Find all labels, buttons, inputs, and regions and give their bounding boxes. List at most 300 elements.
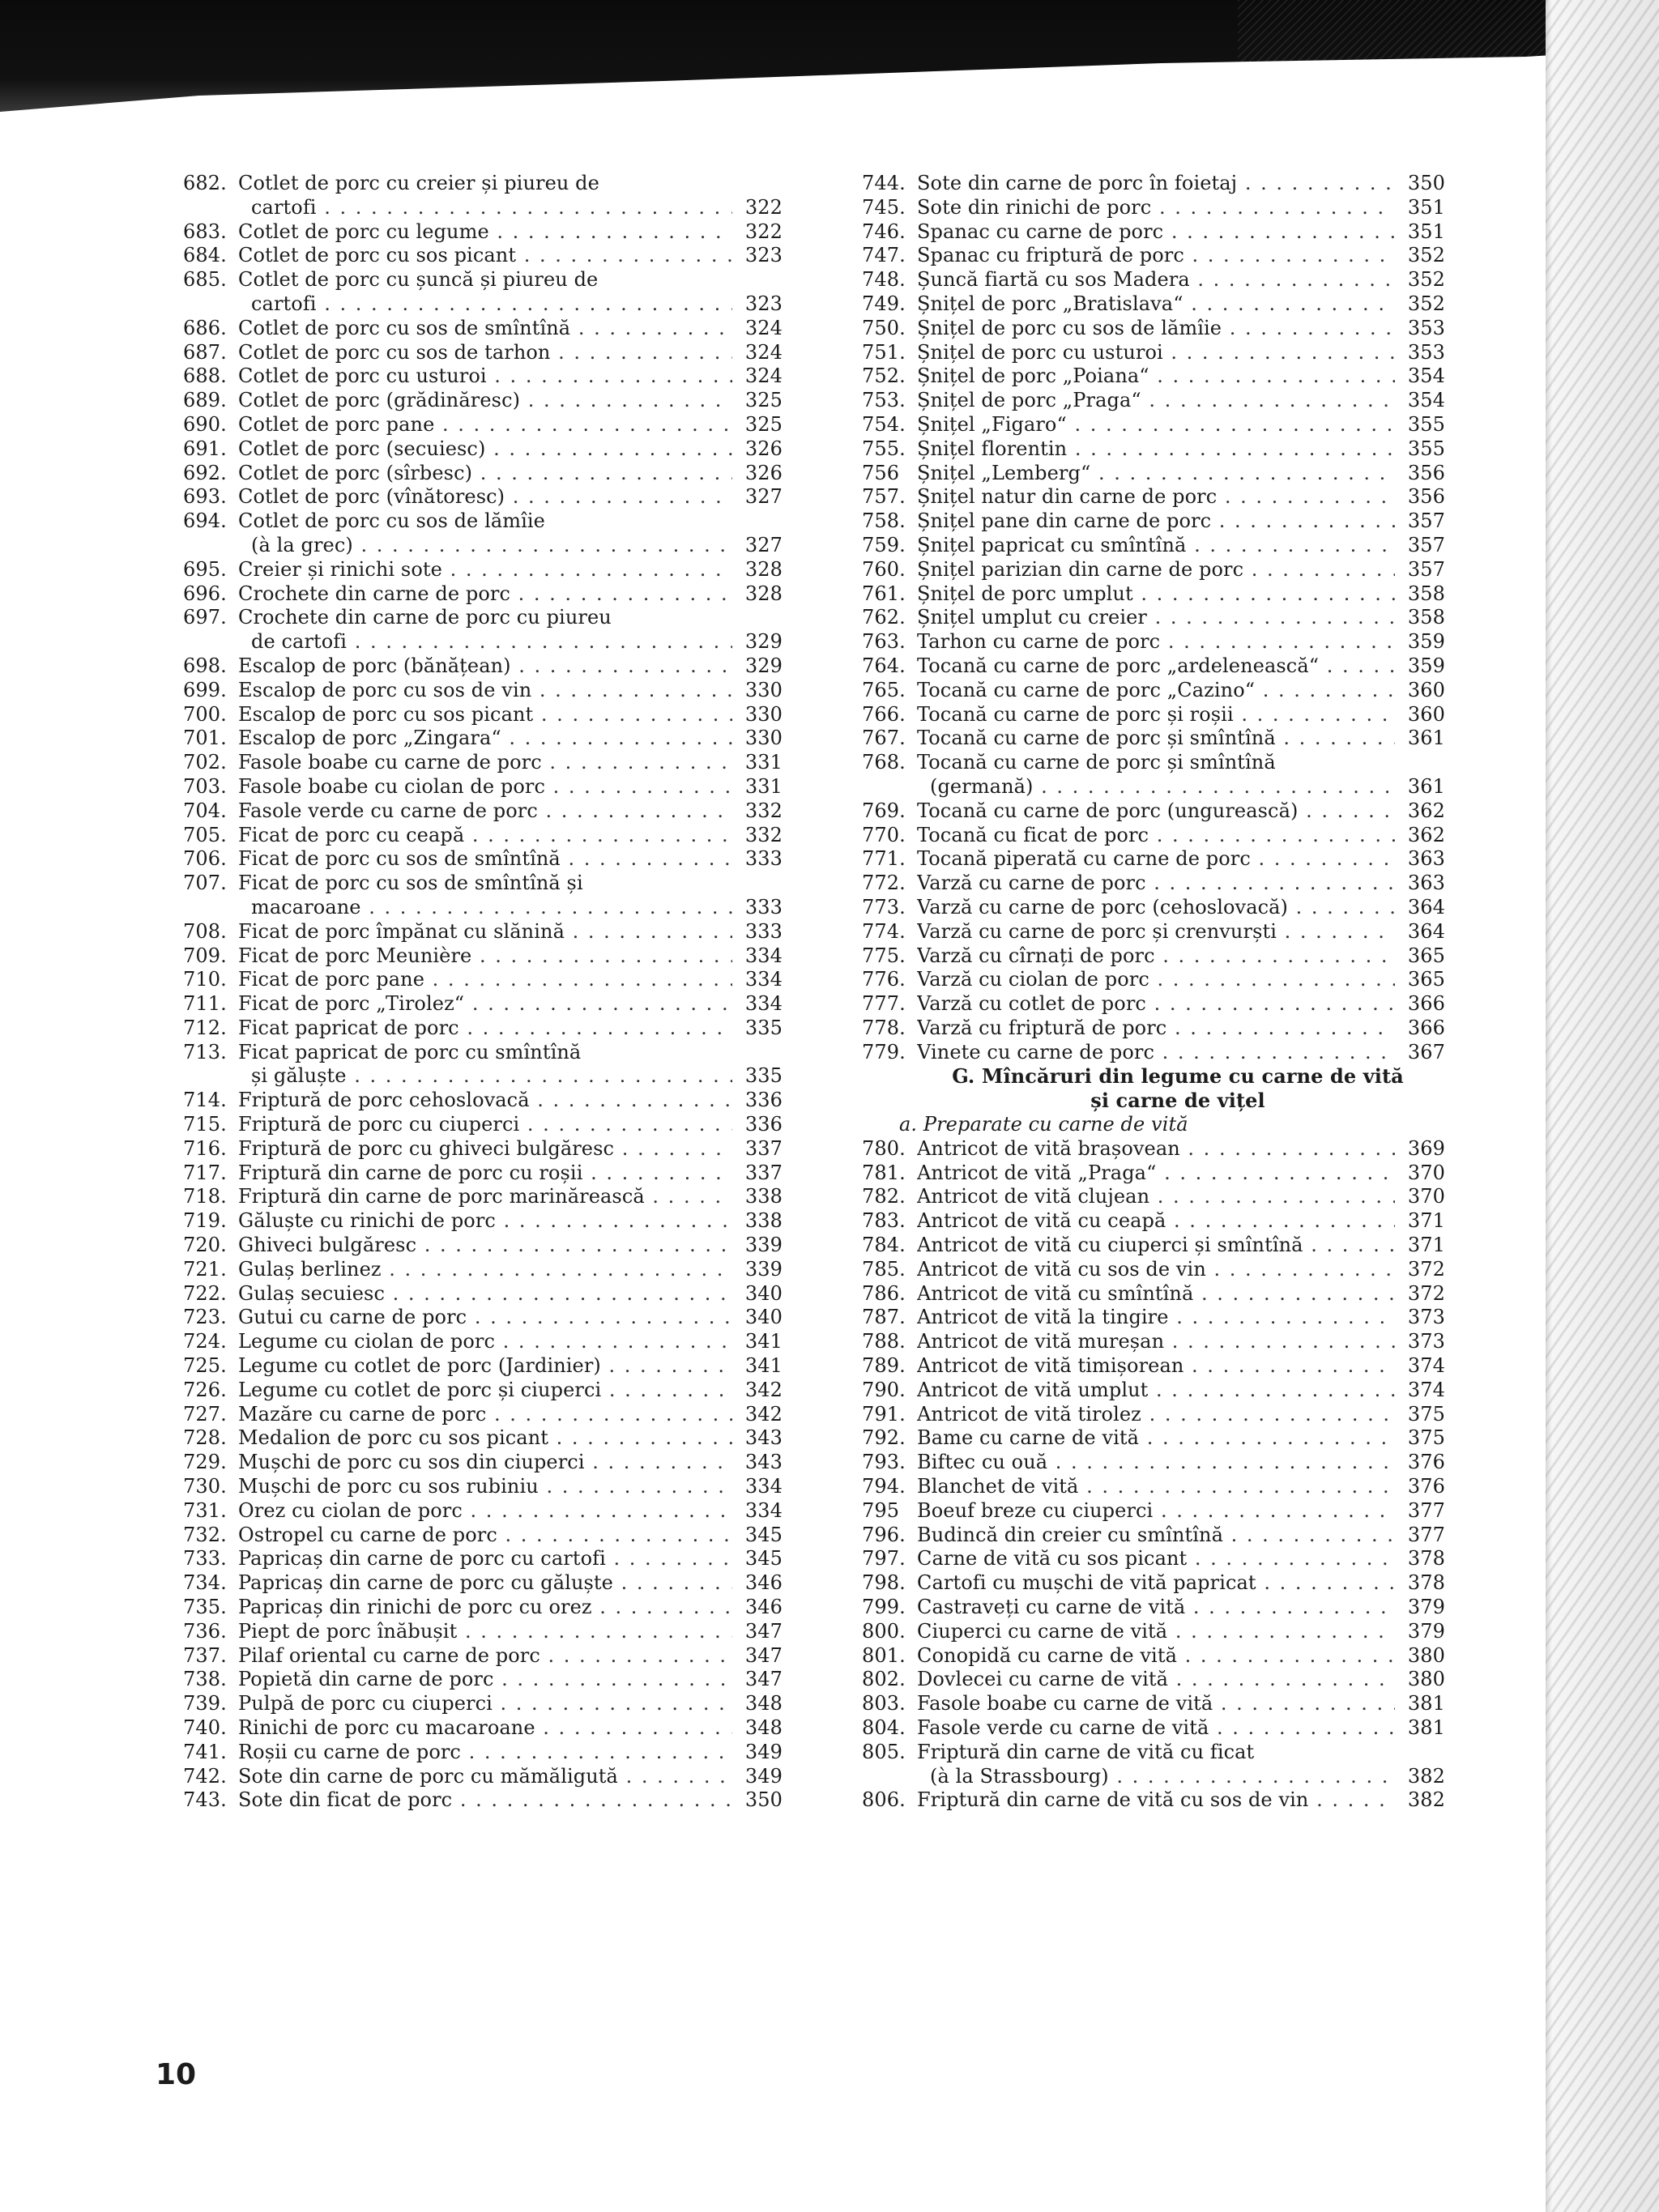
entry-title: Varză cu friptură de porc . . . (917, 1016, 1395, 1041)
entry-number: 745. (862, 195, 906, 219)
entry-number: 698. (183, 654, 227, 677)
entry-number: 738. (183, 1668, 227, 1691)
entry-page: 375 (1407, 1426, 1445, 1450)
entry-number: 780. (862, 1136, 906, 1160)
page-number: 10 (156, 2058, 197, 2091)
entry-title: Papricaș din rinichi de porc cu orez . . . (238, 1596, 732, 1620)
entry-number: 790. (862, 1378, 906, 1401)
entry-title: Găluște cu rinichi de porc . . . (238, 1209, 732, 1234)
entry-title: Pilaf oriental cu carne de porc . . . (238, 1644, 732, 1669)
index-entry (862, 364, 1445, 389)
entry-page: 356 (1407, 461, 1445, 484)
entry-page: 374 (1407, 1354, 1445, 1378)
index-entry (862, 1716, 1445, 1741)
entry-page: 324 (744, 340, 783, 364)
index-entry (862, 1282, 1445, 1306)
index-entry (183, 1596, 783, 1620)
entry-page: 378 (1407, 1547, 1445, 1571)
entry-page: 330 (744, 702, 783, 726)
entry-page: 322 (744, 219, 783, 243)
index-entry (862, 1788, 1445, 1813)
entry-number: 741. (183, 1740, 227, 1763)
entry-title: Fasole boabe cu carne de vită . . . (917, 1692, 1395, 1716)
entry-title: Blanchet de vită . . . (917, 1475, 1395, 1499)
entry-title: Cotlet de porc (vînătoresc) . . . (238, 485, 732, 509)
entry-page: 365 (1407, 944, 1445, 967)
entry-number: 719. (183, 1209, 227, 1233)
entry-page: 325 (744, 389, 783, 412)
entry-number: 728. (183, 1426, 227, 1450)
entry-page: 366 (1407, 992, 1445, 1016)
entry-number: 803. (862, 1692, 906, 1715)
entry-title: Papricaș din carne de porc cu cartofi . . . (238, 1547, 732, 1571)
entry-number: 786. (862, 1281, 906, 1305)
entry-page: 326 (744, 461, 783, 484)
entry-title: Biftec cu ouă . . . (917, 1451, 1395, 1475)
entry-page: 358 (1407, 582, 1445, 605)
index-entry (862, 341, 1445, 365)
index-entry (862, 1571, 1445, 1596)
entry-number: 734. (183, 1571, 227, 1595)
entry-title: Șnițel papricat cu smîntînă . . . (917, 534, 1395, 558)
index-entry (862, 847, 1445, 872)
entry-title: Fasole boabe cu carne de porc . . . (238, 751, 732, 775)
index-entry (183, 606, 783, 630)
entry-title: Antricot de vită mureșan . . . (917, 1330, 1395, 1354)
index-entry (862, 1330, 1445, 1354)
entry-title: Ficat de porc pane . . . (238, 968, 732, 992)
entry-number: 705. (183, 823, 227, 846)
entry-number: 737. (183, 1643, 227, 1667)
index-entry (862, 389, 1445, 413)
entry-number: 731. (183, 1498, 227, 1522)
entry-title: Tocană cu carne de porc și smîntînă . . . (917, 727, 1395, 751)
entry-title: Bame cu carne de vită . . . (917, 1426, 1395, 1451)
entry-page: 365 (1407, 968, 1445, 991)
entry-page: 350 (744, 1788, 783, 1812)
entry-number: 761. (862, 582, 906, 605)
index-entry (862, 679, 1445, 703)
index-entry (183, 1741, 783, 1765)
index-entry (862, 220, 1445, 245)
entry-number: 793. (862, 1451, 906, 1474)
index-entry (862, 872, 1445, 896)
entry-number: 768. (862, 751, 906, 774)
entry-page: 347 (744, 1619, 783, 1643)
entry-page: 340 (744, 1306, 783, 1329)
index-entry (183, 1451, 783, 1475)
index-entry (183, 944, 783, 969)
entry-number: 759. (862, 533, 906, 556)
index-entry (183, 534, 783, 558)
entry-page: 334 (744, 1498, 783, 1522)
entry-page: 358 (1407, 606, 1445, 629)
entry-number: 758. (862, 509, 906, 533)
index-entry (183, 1668, 783, 1692)
subsection-heading (862, 1113, 1445, 1137)
index-entry (862, 1765, 1445, 1789)
entry-title: Papricaș din carne de porc cu găluște . . . (238, 1571, 732, 1596)
entry-title: Varză cu carne de porc (cehoslovacă) . . . (917, 896, 1395, 920)
entry-page: 371 (1407, 1209, 1445, 1233)
entry-number: 742. (183, 1764, 227, 1788)
entry-page: 373 (1407, 1330, 1445, 1353)
entry-number: 688. (183, 364, 227, 388)
entry-page: 363 (1407, 872, 1445, 895)
entry-title: Popietă din carne de porc . . . (238, 1668, 732, 1692)
entry-page: 357 (1407, 533, 1445, 556)
entry-title: Mazăre cu carne de porc . . . (238, 1403, 732, 1427)
entry-number: 692. (183, 461, 227, 484)
index-entry (183, 1330, 783, 1354)
entry-title: Șnițel umplut cu creier . . . (917, 606, 1395, 630)
index-entry (862, 1499, 1445, 1524)
entry-page: 342 (744, 1378, 783, 1401)
entry-page: 360 (1407, 678, 1445, 701)
entry-number: 764. (862, 654, 906, 677)
entry-title: și găluște . . . (238, 1064, 732, 1089)
index-entry (183, 1234, 783, 1258)
entry-number: 755. (862, 437, 906, 460)
entry-page: 379 (1407, 1619, 1445, 1643)
entry-title: Șnițel natur din carne de porc . . . (917, 485, 1395, 509)
entry-number: 770. (862, 823, 906, 846)
index-entry (862, 944, 1445, 969)
entry-title: Roșii cu carne de porc . . . (238, 1741, 732, 1765)
entry-page: 369 (1407, 1136, 1445, 1160)
index-entry (183, 992, 783, 1016)
entry-title: Cotlet de porc cu legume . . . (238, 220, 732, 245)
index-entry (862, 558, 1445, 582)
entry-title: Escalop de porc „Zingara“ . . . (238, 727, 732, 751)
entry-title: Fasole boabe cu ciolan de porc . . . (238, 775, 732, 799)
entry-page: 343 (744, 1451, 783, 1474)
entry-page: 322 (744, 195, 783, 219)
entry-number: 801. (862, 1643, 906, 1667)
entry-title: Gulaș secuiesc . . . (238, 1282, 732, 1306)
index-entry (183, 1041, 783, 1065)
index-entry (183, 1185, 783, 1209)
entry-number: 720. (183, 1234, 227, 1257)
entry-page: 339 (744, 1234, 783, 1257)
entry-title: cartofi . . . (238, 196, 732, 220)
entry-title: Spanac cu carne de porc . . . (917, 220, 1395, 245)
entry-number: 708. (183, 919, 227, 943)
entry-title: Varză cu carne de porc și crenvurști . . . (917, 920, 1395, 944)
entry-number: 776. (862, 968, 906, 991)
entry-page: 346 (744, 1596, 783, 1619)
entry-page: 352 (1407, 292, 1445, 315)
entry-page: 328 (744, 557, 783, 581)
entry-number: 690. (183, 412, 227, 436)
entry-page: 379 (1407, 1596, 1445, 1619)
index-entry (183, 1016, 783, 1041)
entry-title: Legume cu ciolan de porc . . . (238, 1330, 732, 1354)
index-entry (183, 1644, 783, 1669)
entry-number: 763. (862, 630, 906, 654)
entry-title: (germană) . . . (917, 775, 1395, 799)
index-column-right (862, 172, 1445, 1813)
entry-page: 354 (1407, 389, 1445, 412)
entry-number: 736. (183, 1619, 227, 1643)
entry-number: 697. (183, 606, 227, 629)
index-entry (183, 703, 783, 727)
entry-page: 326 (744, 437, 783, 460)
entry-number: 791. (862, 1402, 906, 1426)
index-entry (862, 534, 1445, 558)
entry-title: Ficat de porc cu ceapă . . . (238, 824, 732, 848)
entry-title: Ficat de porc împănat cu slănină . . . (238, 920, 732, 944)
entry-page: 377 (1407, 1498, 1445, 1522)
index-entry (183, 292, 783, 317)
index-entry (862, 1209, 1445, 1234)
entry-title: Creier și rinichi sote . . . (238, 558, 732, 582)
index-entry (862, 292, 1445, 317)
entry-page: 333 (744, 847, 783, 871)
entry-number: 753. (862, 389, 906, 412)
entry-page: 340 (744, 1281, 783, 1305)
entry-title: Șnițel de porc „Poiana“ . . . (917, 364, 1395, 389)
index-entry (862, 172, 1445, 196)
entry-title: Șnițel de porc „Bratislava“ . . . (917, 292, 1395, 317)
entry-number: 749. (862, 292, 906, 315)
entry-title: (à la Strassbourg) . . . (917, 1765, 1395, 1789)
entry-number: 706. (183, 847, 227, 871)
entry-title: Castraveți cu carne de vită . . . (917, 1596, 1395, 1620)
entry-title: (à la grec) . . . (238, 534, 732, 558)
section-heading (862, 1089, 1445, 1113)
index-entry (862, 920, 1445, 944)
index-entry (183, 1137, 783, 1161)
entry-page: 348 (744, 1716, 783, 1739)
index-entry (862, 1692, 1445, 1716)
entry-title: Șnițel „Lemberg“ . . . (917, 462, 1395, 486)
entry-title: Tocană cu carne de porc și roșii . . . (917, 703, 1395, 727)
index-entry (862, 1547, 1445, 1571)
entry-number: 725. (183, 1354, 227, 1378)
entry-title: Tocană piperată cu carne de porc . . . (917, 847, 1395, 872)
entry-title: Antricot de vită la tingire . . . (917, 1306, 1395, 1330)
entry-title: Gulaș berlinez . . . (238, 1258, 732, 1282)
entry-number: 739. (183, 1692, 227, 1715)
entry-title: Șnițel florentin . . . (917, 437, 1395, 462)
entry-title: Friptură de porc cehoslovacă . . . (238, 1089, 732, 1113)
entry-title: Cotlet de porc cu creier și piureu de (238, 172, 599, 194)
entry-page: 328 (744, 582, 783, 605)
index-entry (862, 824, 1445, 848)
entry-title: Ficat de porc cu sos de smîntînă și (238, 872, 583, 895)
entry-page: 367 (1407, 1040, 1445, 1063)
index-entry (183, 1571, 783, 1596)
entry-page: 371 (1407, 1234, 1445, 1257)
index-entry (862, 317, 1445, 341)
entry-page: 351 (1407, 219, 1445, 243)
index-entry (862, 485, 1445, 509)
index-entry (862, 1475, 1445, 1499)
entry-title: Cotlet de porc (sîrbesc) . . . (238, 462, 732, 486)
entry-title: Ficat de porc Meunière . . . (238, 944, 732, 969)
entry-title: Antricot de vită brașovean . . . (917, 1137, 1395, 1161)
entry-number: 716. (183, 1136, 227, 1160)
index-entry (183, 1620, 783, 1644)
entry-title: Antricot de vită cu ciuperci și smîntînă . . . (917, 1234, 1395, 1258)
entry-page: 359 (1407, 654, 1445, 677)
entry-title: Ficat de porc cu sos de smîntînă . . . (238, 847, 732, 872)
entry-number: 685. (183, 268, 227, 292)
entry-page: 378 (1407, 1571, 1445, 1595)
entry-number: 748. (862, 268, 906, 292)
entry-number: 721. (183, 1257, 227, 1281)
entry-title: Șuncă fiartă cu sos Madera . . . (917, 268, 1395, 292)
index-entry (862, 268, 1445, 292)
entry-page: 338 (744, 1185, 783, 1208)
entry-number: 784. (862, 1234, 906, 1257)
entry-number: 691. (183, 437, 227, 460)
entry-number: 792. (862, 1426, 906, 1450)
index-entry (183, 1426, 783, 1451)
entry-number: 778. (862, 1016, 906, 1039)
entry-title: Tocană cu carne de porc „Cazino“ . . . (917, 679, 1395, 703)
entry-title: Fasole verde cu carne de porc . . . (238, 799, 732, 824)
entry-page: 375 (1407, 1402, 1445, 1426)
index-entry (183, 1475, 783, 1499)
index-entry (183, 679, 783, 703)
index-entry (183, 413, 783, 437)
entry-page: 362 (1407, 823, 1445, 846)
entry-title: Legume cu cotlet de porc și ciuperci . . . (238, 1379, 732, 1403)
entry-page: 354 (1407, 364, 1445, 388)
entry-number: 756 (862, 461, 900, 484)
entry-title: cartofi . . . (238, 292, 732, 317)
entry-title: Varză cu ciolan de porc . . . (917, 968, 1395, 992)
entry-title: Piept de porc înăbușit . . . (238, 1620, 732, 1644)
entry-number: 766. (862, 702, 906, 726)
entry-page: 382 (1407, 1764, 1445, 1788)
index-entry (183, 727, 783, 751)
entry-number: 693. (183, 485, 227, 509)
entry-page: 349 (744, 1764, 783, 1788)
entry-title: Șnițel parizian din carne de porc . . . (917, 558, 1395, 582)
entry-title: Cartofi cu mușchi de vită papricat . . . (917, 1571, 1395, 1596)
index-entry (862, 1620, 1445, 1644)
index-entry (862, 437, 1445, 462)
entry-title: Cotlet de porc cu usturoi . . . (238, 364, 732, 389)
index-entry (862, 1403, 1445, 1427)
index-entry (862, 509, 1445, 534)
index-entry (183, 872, 783, 896)
entry-number: 746. (862, 219, 906, 243)
index-entry (862, 992, 1445, 1016)
entry-page: 349 (744, 1740, 783, 1763)
entry-title: Tocană cu carne de porc „ardelenească“ . . . (917, 654, 1395, 679)
entry-number: 729. (183, 1451, 227, 1474)
entry-page: 337 (744, 1161, 783, 1184)
entry-page: 331 (744, 774, 783, 798)
entry-number: 798. (862, 1571, 906, 1595)
entry-page: 345 (744, 1523, 783, 1546)
entry-page: 324 (744, 316, 783, 339)
entry-number: 767. (862, 727, 906, 750)
index-entry (183, 1788, 783, 1813)
entry-page: 338 (744, 1209, 783, 1233)
entry-title: Ficat de porc „Tirolez“ . . . (238, 992, 732, 1016)
entry-page: 346 (744, 1571, 783, 1595)
entry-number: 785. (862, 1257, 906, 1281)
entry-page: 334 (744, 992, 783, 1016)
entry-title: Crochete din carne de porc cu piureu (238, 606, 612, 629)
entry-number: 757. (862, 485, 906, 509)
index-entry (183, 1765, 783, 1789)
entry-number: 799. (862, 1596, 906, 1619)
entry-title: Varză cu cîrnați de porc . . . (917, 944, 1395, 969)
index-entry (862, 751, 1445, 775)
entry-title: Cotlet de porc cu sos de tarhon . . . (238, 341, 732, 365)
index-entry (862, 896, 1445, 920)
entry-number: 779. (862, 1040, 906, 1063)
entry-page: 374 (1407, 1378, 1445, 1401)
entry-page: 352 (1407, 268, 1445, 292)
entry-number: 694. (183, 509, 227, 533)
entry-number: 744. (862, 172, 906, 194)
entry-number: 717. (183, 1161, 227, 1184)
entry-page: 373 (1407, 1306, 1445, 1329)
entry-number: 797. (862, 1547, 906, 1571)
entry-number: 696. (183, 582, 227, 605)
index-entry (183, 1499, 783, 1524)
index-entry (183, 462, 783, 486)
entry-title: Boeuf breze cu ciuperci . . . (917, 1499, 1395, 1524)
index-entry (862, 582, 1445, 607)
entry-number: 794. (862, 1475, 906, 1498)
entry-title: Friptură de porc cu ciuperci . . . (238, 1113, 732, 1137)
index-entry (183, 389, 783, 413)
entry-title: Ghiveci bulgăresc . . . (238, 1234, 732, 1258)
index-entry (183, 1524, 783, 1548)
entry-page: 366 (1407, 1016, 1445, 1039)
entry-number: 712. (183, 1016, 227, 1039)
entry-number: 787. (862, 1306, 906, 1329)
entry-title: Cotlet de porc cu sos de smîntînă . . . (238, 317, 732, 341)
index-entry (183, 172, 783, 196)
entry-page: 333 (744, 919, 783, 943)
entry-number: 781. (862, 1161, 906, 1184)
index-entry (862, 1426, 1445, 1451)
index-entry (183, 968, 783, 992)
entry-page: 355 (1407, 412, 1445, 436)
index-entry (183, 1064, 783, 1089)
entry-page: 355 (1407, 437, 1445, 460)
entry-title: Tocană cu ficat de porc . . . (917, 824, 1395, 848)
entry-title: Cotlet de porc (grădinăresc) . . . (238, 389, 732, 413)
entry-page: 329 (744, 630, 783, 654)
index-entry (183, 799, 783, 824)
entry-title: Cotlet de porc cu sos de lămîie (238, 509, 545, 533)
entry-page: 364 (1407, 895, 1445, 918)
entry-number: 773. (862, 895, 906, 918)
entry-number: 682. (183, 172, 227, 194)
entry-title: Ficat papricat de porc . . . (238, 1016, 732, 1041)
entry-title: Șnițel „Figaro“ . . . (917, 413, 1395, 437)
entry-number: 752. (862, 364, 906, 388)
index-entry (862, 1258, 1445, 1282)
entry-page: 372 (1407, 1257, 1445, 1281)
entry-page: 348 (744, 1692, 783, 1715)
entry-number: 683. (183, 219, 227, 243)
entry-number: 795 (862, 1498, 900, 1522)
index-entry (183, 364, 783, 389)
entry-page: 334 (744, 968, 783, 991)
index-entry (862, 775, 1445, 799)
